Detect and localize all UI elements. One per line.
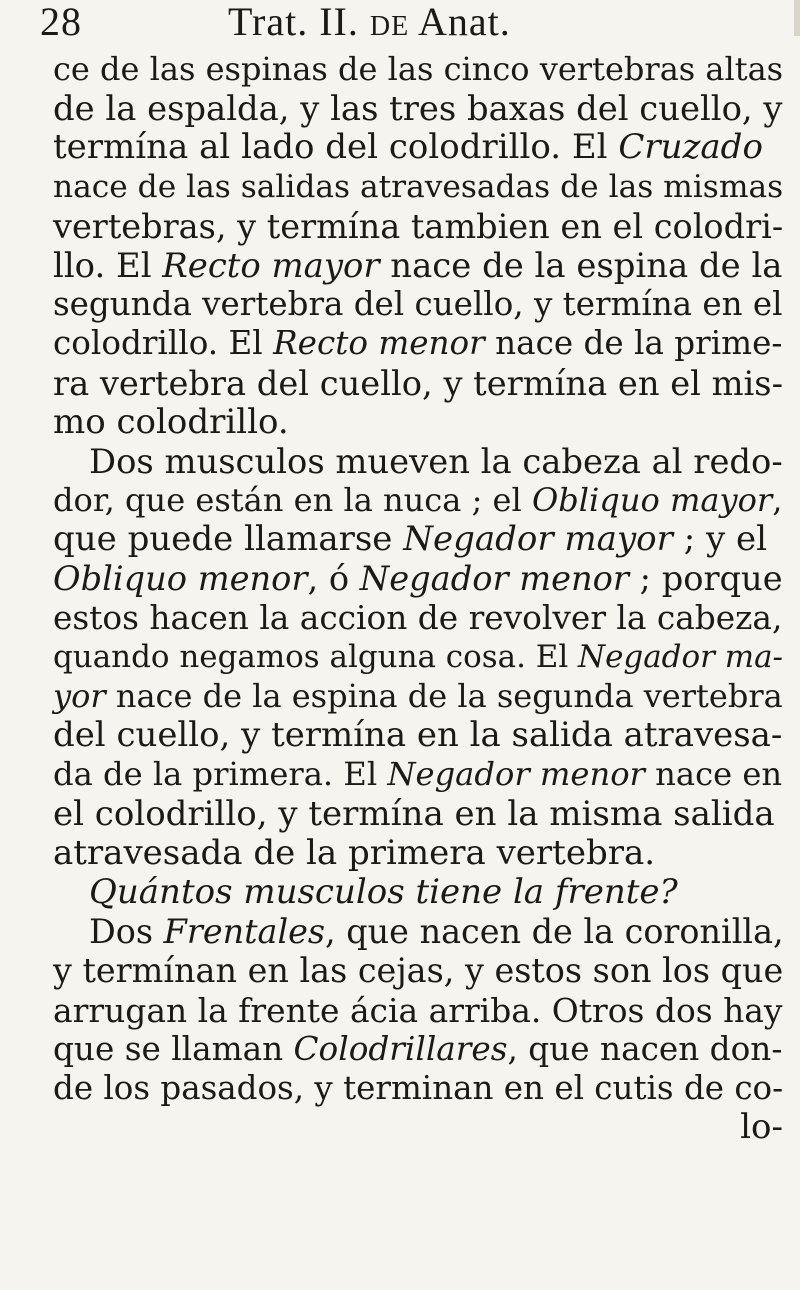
text-line <box>53 520 783 559</box>
text-run: lo- <box>740 1107 783 1148</box>
text-run: el colodrillo, y termína en la misma salida <box>53 793 775 834</box>
page-number: 28 <box>40 0 82 44</box>
text-run: de la espalda, y las tres baxas del cuello, y <box>53 89 783 129</box>
text-line <box>53 1069 783 1108</box>
body-text <box>53 50 783 1147</box>
text-line <box>53 481 783 520</box>
text-run: del cuello, y termína en la salida atravesa- <box>53 715 783 756</box>
text-line <box>53 207 783 246</box>
text-run-italic: Obliquo menor <box>53 559 308 599</box>
text-run: ra vertebra del cuello, y termína en el mis- <box>53 363 783 403</box>
text-line <box>53 403 783 442</box>
text-line <box>53 795 783 834</box>
text-run: estos hacen la accion de revolver la cabeza, <box>53 598 783 637</box>
text-run: , <box>772 481 783 520</box>
text-run: nace de la espina de la <box>379 245 783 285</box>
text-run: y termínan en las cejas, y estos son los que <box>53 951 784 991</box>
text-run: llo. El <box>53 245 163 285</box>
text-run: Dos musculos mueven la cabeza al redo- <box>89 441 783 481</box>
text-line <box>53 285 783 324</box>
text-run-italic: Negador menor <box>359 559 629 599</box>
text-run: mo colodrillo. <box>53 401 289 442</box>
text-run-italic: Negador ma- <box>578 638 783 675</box>
page-header <box>40 0 780 44</box>
text-run: de los pasados, y terminan en el cutis de co- <box>53 1068 784 1107</box>
text-run-italic: yor <box>53 677 106 715</box>
text-run: atravesada de la primera vertebra. <box>53 832 656 873</box>
text-run: colodrillo. El <box>53 324 274 363</box>
text-run-italic: Negador mayor <box>403 519 673 560</box>
text-line <box>53 50 783 89</box>
text-run: ; porque <box>628 559 783 599</box>
catchword <box>53 1108 783 1147</box>
text-line <box>53 559 783 598</box>
text-run-italic: Recto mayor <box>162 245 380 285</box>
text-line <box>53 991 783 1030</box>
text-run: , que nacen de la coronilla, <box>325 912 784 952</box>
text-line <box>53 324 783 363</box>
text-run: Dos <box>89 912 164 952</box>
text-run-italic: Quántos musculos tiene la frente? <box>89 871 678 912</box>
text-line <box>53 128 783 167</box>
text-run: ; y el <box>672 519 767 560</box>
text-run: que se llaman <box>53 1029 294 1068</box>
running-head-part: de <box>369 0 410 44</box>
text-line <box>53 912 783 951</box>
running-head-part: Trat. II. <box>228 0 359 44</box>
text-run: , que nacen don- <box>507 1029 783 1068</box>
text-run: dor, que están en la nuca ; el <box>53 481 532 520</box>
text-run-italic: Cruzado <box>618 127 763 168</box>
running-head <box>228 0 511 44</box>
text-line <box>53 677 783 716</box>
text-run: da de la primera. El <box>53 755 388 794</box>
text-line <box>53 89 783 128</box>
page-edge-shadow <box>794 0 800 36</box>
text-line <box>53 246 783 285</box>
text-run: nace de la espina de la segunda vertebra <box>105 677 783 715</box>
text-run-italic: Obliquo mayor <box>531 481 773 520</box>
text-line <box>53 599 783 638</box>
text-line <box>53 834 783 873</box>
text-run: ce de las espinas de las cinco vertebras altas <box>53 50 784 88</box>
text-run-italic: Recto menor <box>273 324 485 363</box>
text-line <box>53 638 783 677</box>
text-line <box>53 364 783 403</box>
text-run-italic: Colodrillares <box>293 1029 508 1068</box>
text-line <box>53 442 783 481</box>
text-line <box>53 951 783 990</box>
text-run: segunda vertebra del cuello, y termína en el <box>53 285 783 324</box>
text-run-italic: Frentales <box>163 912 326 952</box>
text-run: nace de las salidas atravesadas de las mismas <box>53 168 784 205</box>
text-run: , ó <box>307 559 360 599</box>
text-run: que puede llamarse <box>53 519 404 560</box>
text-run: arrugan la frente ácia arriba. Otros dos hay <box>53 990 783 1030</box>
running-head-part: Anat. <box>417 0 511 44</box>
text-run: quando negamos alguna cosa. El <box>53 638 579 675</box>
text-run-italic: Negador menor <box>387 755 645 794</box>
text-run: nace de la prime- <box>484 324 783 363</box>
question-heading <box>53 873 783 912</box>
text-run: nace en <box>644 755 783 794</box>
text-run: vertebras, y termína tambien en el colodri- <box>53 206 784 246</box>
text-line <box>53 716 783 755</box>
text-line <box>53 1030 783 1069</box>
text-run: termína al lado del colodrillo. El <box>53 127 619 168</box>
text-line <box>53 755 783 794</box>
text-line <box>53 168 783 207</box>
